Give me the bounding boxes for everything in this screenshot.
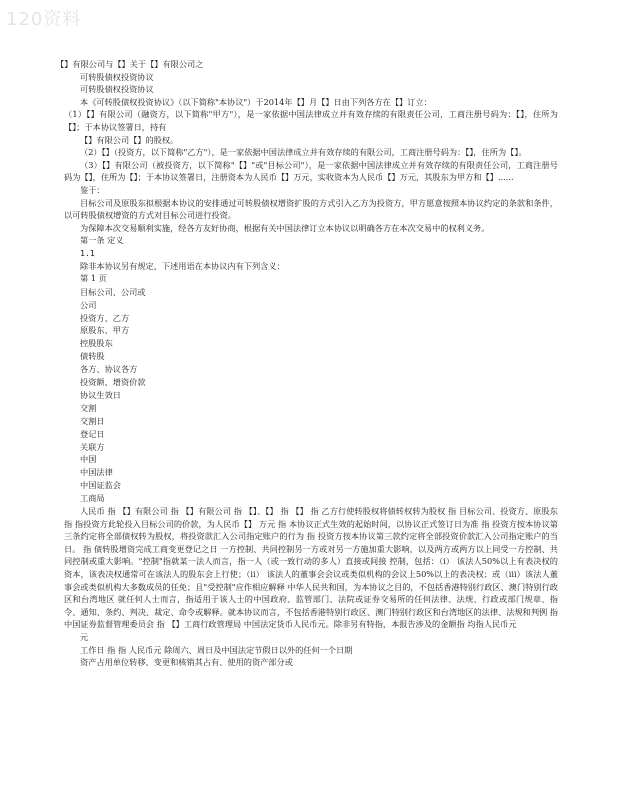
- term-item: 目标公司、公司或: [80, 286, 146, 297]
- term-item: 登记日: [80, 428, 105, 439]
- term-item: 原股东、甲方: [80, 325, 130, 336]
- asset-occupation-definition: 资产占用单位转移、变更和核销其占有、使用的资产部分或: [80, 657, 293, 668]
- term-item: 债转股: [80, 351, 105, 362]
- intro-paragraph: 本《可转股债权投资协议》（以下简称"本协议"）于2014年【】月【】日由下列各方在【】订立：: [80, 96, 432, 107]
- heading-line-2: 可转股债权投资协议: [80, 71, 154, 82]
- heading-line-3: 可转股债权投资协议: [80, 84, 154, 95]
- page-number: 第 1 页: [80, 273, 107, 284]
- document-body: [56, 58, 558, 669]
- whereas-2: 为保障本次交易顺利实施，经各方友好协商，根据有关中国法律订立本协议以明确各方在本次交易中的权利义务。: [80, 222, 490, 233]
- term-item: 投资方、乙方: [80, 312, 130, 323]
- term-item: 关联方: [80, 441, 105, 452]
- term-item: 投资额、增资价款: [80, 377, 146, 388]
- party-1-continued: 【】有限公司【】的股权。: [80, 134, 179, 145]
- definitions-paragraph: 人民币 指 【】有限公司 指 【】有限公司 指 【】、【】 指 【】 指 乙方行使转股权将债转权转为股权 指 目标公司、投资方、原股东 指 指投资方此轮投入目标公司的价款，为人民币【】 万元 指 本协议正式生效的起始时间，以协议正式签订日为准 指 投资方按本协议第三条约定将全部债权转为股权，将投资款汇入公司指定账户的行为 指 投资方按本协议第三款约定将全部投资价款汇入公司指定账户的当日。 指 债转股增资完成工商变更登记之日 一方控制、共同控制另一方或对另一方施加重大影响，以及两方或两方以上同受一方控制、共同控制或重大影响。"控制"指就某一法人而言，指一人（或一致行动的多人）直接或间接 控制，包括：（i） 该法人50%以上有表决权的资本，该表决权通常可在该法人的股东会上行使；（ii） 该法人的董事会会议或类似机构的会议上50%以上的表决权；或（iii）该法人董事会或类似机构大多数成员的任免；且"受控制"应作相应解释 中华人民共和国，为本协议之目的，不包括香港特别行政区、澳门特别行政区和台湾地区 就任何人士而言，指适用于该人士的中国政府、监管部门、法院或证券交易所的任何法律、法规、行政或部门规章、指 令、通知、条约、判决、裁定、命令或解释。就本协议而言，不包括香港特别行政区、澳门特别行政区和台湾地区的法律、法规和判例 指 中国证券监督管理委员会 指 【】工商行政管理局 中国法定货币人民币元。除非另有特指，本报告涉及的金额指 均指人民币元: [64, 506, 558, 630]
- term-item: 公司: [80, 299, 97, 310]
- term-item: 中国证监会: [80, 480, 121, 491]
- term-item: 交割: [80, 402, 97, 413]
- yuan-line: 元: [80, 632, 89, 643]
- term-item: 控股股东: [80, 338, 113, 349]
- term-item: 各方、协议各方: [80, 364, 138, 375]
- term-item: 中国: [80, 454, 97, 465]
- term-item: 协议生效日: [80, 389, 121, 400]
- whereas-label: 鉴于：: [80, 184, 105, 195]
- section-number: 1.1: [80, 247, 95, 258]
- party-2: （2）【】（投资方，以下简称"乙方"），是一家依据中国法律成立并有效存续的有限公司，工商注册号码为：【】，住所为【】。: [80, 147, 527, 158]
- term-item: 工商局: [80, 493, 105, 504]
- term-item: 交割日: [80, 415, 105, 426]
- heading-line-1: 【】有限公司与【】关于【】有限公司之: [56, 59, 204, 69]
- workday-definition: 工作日 指 指 人民币元 除周六、周日及中国法定节假日以外的任何一个日期: [80, 644, 353, 655]
- party-1: （1）【】有限公司（融资方，以下简称"甲方"），是一家依据中国法律成立并有效存续的有限责任公司，工商注册号码为：【】，住所为【】；于本协议签署日，持有: [64, 109, 558, 132]
- term-item: 中国法律: [80, 467, 113, 478]
- watermark: 120资料: [6, 9, 82, 30]
- whereas-1: 目标公司及原股东拟根据本协议的安排通过可转股债权增资扩股的方式引入乙方为投资方，甲方愿意按照本协议约定的条款和条件，以可转股债权增资的方式对目标公司进行投资。: [64, 197, 558, 221]
- term-list: [64, 286, 558, 505]
- party-3: （3）【】有限公司（被投资方，以下简称"【】"或"目标公司"），是一家依据中国法律成立并有效存续的有限责任公司，工商注册号码为【】，住所为【】；于本协议签署日，注册资本为人民币【】万元，实收资本为人民币【】万元，其股东为甲方和【】......: [64, 159, 558, 183]
- section-intro: 除非本协议另有规定，下述用语在本协议内有下列含义：: [80, 260, 285, 271]
- chapter-title: 第一条 定义: [80, 235, 124, 246]
